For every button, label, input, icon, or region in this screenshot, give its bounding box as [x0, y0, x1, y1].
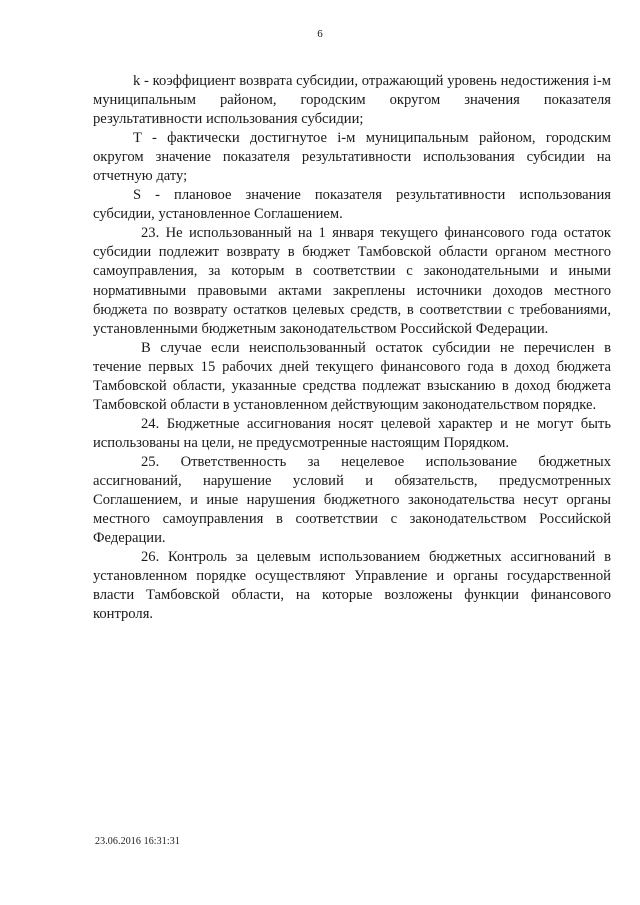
clause-26: 26. Контроль за целевым использованием бюджетных ассигнований в установленном порядке осуществляют Управление и органы государственной власти Тамбовской области, на которые возложены функции финансового контроля. — [93, 549, 611, 623]
clause-25: 25. Ответственность за нецелевое использование бюджетных ассигнований, нарушение условий и обязательств, предусмотренных Соглашением, и иные нарушения бюджетного законодательства несут органы местного самоуправления в соответствии с законодательством Российской Федерации. — [93, 453, 611, 547]
clause-23-continuation: В случае если неиспользованный остаток субсидии не перечислен в течение первых 15 рабочих дней текущего финансового года в доход бюджета Тамбовской области, указанные средства подлежат взысканию в доход бюджета Тамбовской области в установленном действующим законодательством порядке. — [93, 339, 611, 413]
page-number: 6 — [317, 28, 323, 40]
definition-t: T - фактически достигнутое i-м муниципальным районом, городским округом значение показателя результативности использования субсидии на отчетную дату; — [93, 130, 611, 185]
definition-k: k - коэффициент возврата субсидии, отражающий уровень недостижения i-м муниципальным районом, городским округом значения показателя результативности использования субсидии; — [93, 73, 611, 128]
print-timestamp: 23.06.2016 16:31:31 — [95, 836, 180, 847]
clause-23: 23. Не использованный на 1 января текущего финансового года остаток субсидии подлежит возврату в бюджет Тамбовской области органом местного самоуправления, за которым в соответствии с законодательными и иными нормативными правовыми актами закреплены источники доходов местного бюджета по возврату остатков целевых средств, в соответствии с требованиями, установленными бюджетным законодательством Российской Федерации. — [93, 225, 611, 337]
clause-24: 24. Бюджетные ассигнования носят целевой характер и не могут быть использованы на цели, не предусмотренные настоящим Порядком. — [93, 415, 611, 451]
document-body — [93, 72, 611, 624]
definition-s: S - плановое значение показателя результативности использования субсидии, установленное Соглашением. — [93, 187, 611, 223]
